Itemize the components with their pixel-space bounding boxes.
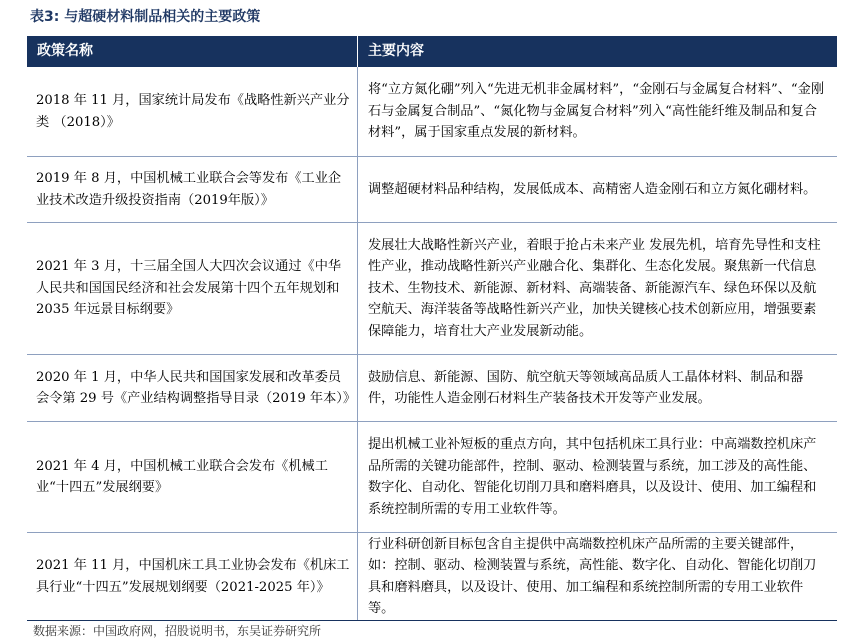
policy-cell xyxy=(27,223,358,354)
table-row xyxy=(27,157,837,223)
content-text: 行业科研创新目标包含自主提供中高端数控机床产品所需的主要关键部件，如：控制、驱动、检测装置与系统，高性能、数字化、自动化、智能化切削刀具和磨料磨具，以及设计、使用、加工编程和系统控制所需的专用工业软件等。 xyxy=(368,536,817,616)
table-row xyxy=(27,355,837,422)
table-row xyxy=(27,533,837,621)
table-header xyxy=(27,36,837,67)
policy-text: 2019 年 8 月，中国机械工业联合会等发布《工业企业技术改造升级投资指南（2019年版）》 xyxy=(36,171,342,208)
header-policy-name: 政策名称 xyxy=(27,36,358,67)
policy-text: 2021 年 4 月，中国机械工业联合会发布《机械工业“十四五”发展纲要》 xyxy=(36,458,328,495)
content-text: 发展壮大战略性新兴产业，着眼于抢占未来产业 发展先机，培育先导性和支柱性产业，推动战略性新兴产业融合化、集群化、生态化发展。聚焦新一代信息技术、生物技术、新能源、新材料、高端装备、新能源汽车、绿色环保以及航空航天、海洋装备等战略性新兴产业，加快关键核心技术创新应用，增强要素保障能力，培育壮大产业发展新动能。 xyxy=(368,237,821,339)
header-main-content: 主要内容 xyxy=(368,43,424,59)
content-cell xyxy=(358,67,837,156)
policy-cell xyxy=(27,67,358,156)
table-number: 表3: xyxy=(30,9,60,25)
policy-cell xyxy=(27,533,358,620)
content-text: 将“立方氮化硼”列入“先进无机非金属材料”，“金刚石与金属复合材料”、“金刚石与金属复合制品”、“氮化物与金属复合材料”列入“高性能纤维及制品和复合材料”，属于国家重点发展的新材料。 xyxy=(368,82,825,141)
content-text: 调整超硬材料品种结构，发展低成本、高精密人造金刚石和立方氮化硼材料。 xyxy=(368,181,817,197)
policy-cell xyxy=(27,355,358,421)
table-row xyxy=(27,223,837,355)
content-cell xyxy=(358,157,837,222)
policy-text: 2021 年 11 月，中国机床工具工业协会发布《机床工具行业“十四五”发展规划纲要（2021-2025 年）》 xyxy=(36,558,350,595)
table-row xyxy=(27,422,837,533)
content-cell xyxy=(358,422,837,532)
policy-cell xyxy=(27,157,358,222)
content-cell xyxy=(358,355,837,421)
content-cell xyxy=(358,223,837,354)
table-title: 与超硬材料制品相关的主要政策 xyxy=(64,9,261,25)
policy-cell xyxy=(27,422,358,532)
policy-text: 2021 年 3 月，十三届全国人大四次会议通过《中华人民共和国国民经济和社会发展第十四个五年规划和 2035 年远景目标纲要》 xyxy=(36,259,342,318)
content-cell xyxy=(358,533,837,620)
data-source-note: 数据来源：中国政府网，招股说明书，东吴证券研究所 xyxy=(33,624,322,638)
policy-text: 2018 年 11 月，国家统计局发布《战略性新兴产业分类 （2018）》 xyxy=(36,93,350,130)
content-text: 提出机械工业补短板的重点方向，其中包括机床工具行业：中高端数控机床产品所需的关键功能部件，控制、驱动、检测装置与系统，加工涉及的高性能、数字化、自动化、智能化切削刀具和磨料磨具，以及设计、使用、加工编程和系统控制所需的专用工业软件等。 xyxy=(368,437,817,517)
table-caption xyxy=(30,6,260,26)
content-text: 鼓励信息、新能源、国防、航空航天等领域高品质人工晶体材料、制品和器件，功能性人造金刚石材料生产装备技术开发等产业发展。 xyxy=(368,369,804,406)
policy-table xyxy=(27,36,837,621)
policy-text: 2020 年 1 月，中华人民共和国国家发展和改革委员会令第 29 号《产业结构调整指导目录（2019 年本）》 xyxy=(36,369,357,406)
table-row xyxy=(27,67,837,157)
